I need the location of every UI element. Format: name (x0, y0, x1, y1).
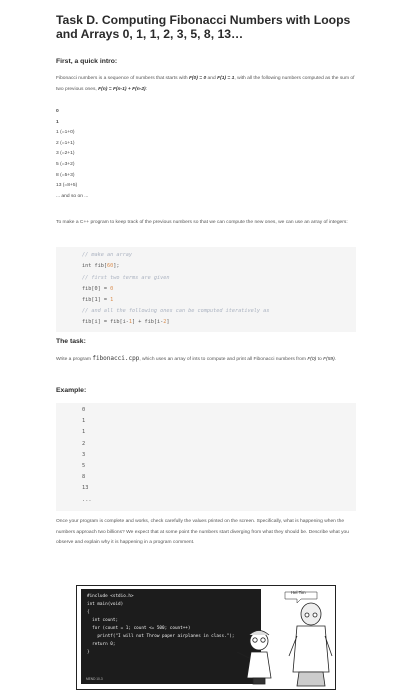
code-line: fib[1] = 1 (82, 297, 114, 303)
sequence-item: 0 (56, 109, 59, 114)
example-output-block (56, 403, 356, 511)
sequence-item: 5 (=3+2) (56, 161, 75, 167)
sequence-item: 13 (=8+5) (56, 183, 78, 189)
intro-text-and: and (206, 76, 218, 81)
intro-text-b: , with all the following numbers computed as the sum of two previous ones, (56, 76, 355, 92)
array-paragraph: To make a C++ program to keep track of the previous numbers so that we can compute the new ones, we can use an array of integers: (56, 220, 348, 225)
output-line: 2 (82, 440, 86, 447)
output-line: 1 (82, 418, 86, 425)
chalkboard-label: MEND 10-3 (86, 677, 103, 681)
output-line: ... (82, 496, 92, 503)
code-comment: // first two terms are given (82, 275, 170, 281)
sequence-item: 1 (56, 119, 59, 125)
sequence-item: ... and so on ... (56, 193, 89, 199)
teacher-figure (289, 603, 332, 686)
sequence-list (56, 107, 88, 202)
intro-text-a: Fibonacci numbers is a sequence of numbers that starts with (56, 76, 189, 81)
code-line: int fib[60]; (82, 263, 120, 269)
task-paragraph: Write a program fibonacci.cpp, which uses an array of ints to compute and print all Fibonacci numbers from F(0) to F(59). (56, 355, 337, 362)
code-line: fib[i] = fib[i-1] + fib[i-2] (82, 319, 170, 325)
comic-illustration (76, 585, 336, 690)
output-line: 0 (82, 407, 86, 413)
output-line: 8 (82, 474, 86, 481)
sequence-item: 8 (=5+3) (56, 172, 75, 178)
filename-code: fibonacci.cpp (92, 355, 140, 362)
sequence-item: 2 (=1+1) (56, 140, 75, 146)
example-heading: Example: (56, 387, 87, 394)
chalkboard-code: #include <stdio.h> int main(void) { int count; for (count = 1; count <= 500; count++) printf("I will not Throw paper airplanes in class."); return 0; } (87, 594, 235, 655)
code-line: fib[0] = 0 (82, 286, 114, 292)
f0-definition: F(0) = 0 (188, 76, 207, 81)
comic-drawing (77, 586, 335, 689)
closing-paragraph: Once your program is complete and works, check carefully the values printed on the screen. Specifically, what is happening when the numbers approach two billions? We expect that at some point the numbers start diverging from what they should be. Describe what you observe and explain why it is happening in a program comment. (56, 519, 349, 545)
sequence-item: 1 (=1+0) (56, 130, 75, 136)
example-output (82, 405, 92, 506)
intro-paragraph (56, 74, 356, 95)
speech-bubble-text: Hel Tim (291, 590, 306, 595)
code-comment: // and all the following ones can be computed iteratively as (82, 308, 270, 314)
page-title: Task D. Computing Fibonacci Numbers with Loops and Arrays 0, 1, 1, 2, 3, 5, 8, 13… (56, 13, 351, 41)
output-line: 5 (82, 463, 86, 470)
student-figure (237, 631, 271, 685)
output-line: 3 (82, 451, 86, 458)
f1-definition: F(1) = 1 (217, 76, 235, 81)
intro-text-end: : (145, 86, 148, 92)
output-line: 1 (82, 429, 86, 436)
code-comment: // make an array (82, 252, 132, 258)
output-line: 13 (82, 485, 89, 492)
sequence-item: 3 (=2+1) (56, 151, 75, 157)
recurrence-rule: F(n) = F(n-1) + F(n-2) (98, 86, 146, 92)
intro-heading: First, a quick intro: (56, 58, 118, 65)
task-heading: The task: (56, 338, 86, 345)
code-block (56, 247, 356, 332)
